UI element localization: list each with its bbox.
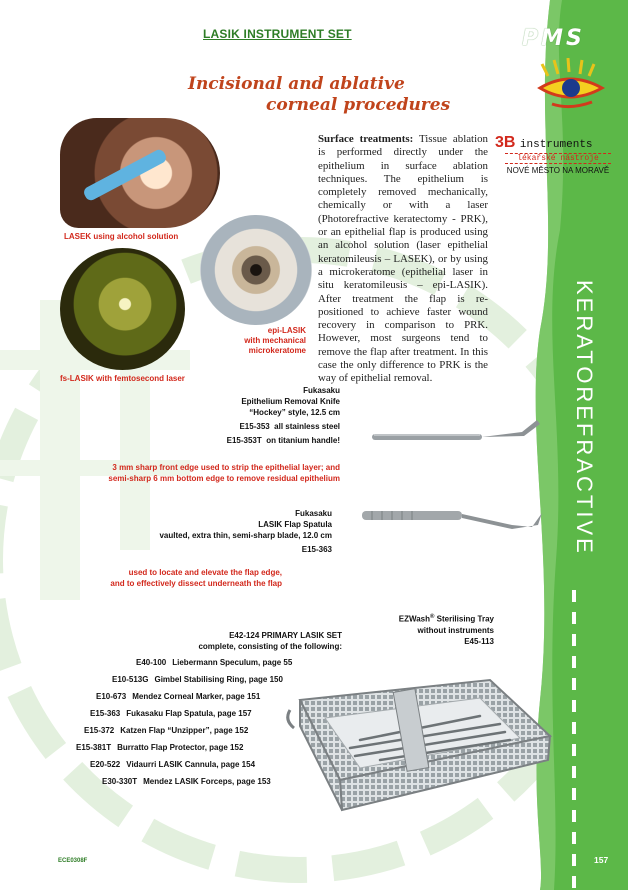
photo-epi-lasik bbox=[200, 215, 312, 325]
set-item-desc: Mendez LASIK Forceps, page 153 bbox=[143, 777, 271, 786]
body-paragraph: Tissue ablation is performed directly under the epithelium in surface ablation techniques. The epithelium is completely removed mechanically, chemically or with a laser (Photorefractive keratectomy - PRK), or an epithelial flap is produced using an alcohol solution (laser epithelial keratomileusis – LASEK), or by using a microkeratome (epithelial laser in situ keratomileusis – epi-LASIK). After treatment the flap is re-positioned to achieve faster wound recovery in comparison to PRK. However, most surgeons tend to remove the flap after treatment. In this case the only difference to PRK is the way of epithelial removal. bbox=[318, 133, 488, 385]
set-item-code: E15-381T bbox=[76, 743, 112, 752]
set-item bbox=[56, 671, 296, 688]
set-item-code: E10-673 bbox=[96, 692, 127, 701]
caption-lasek: LASEK using alcohol solution bbox=[64, 232, 179, 241]
set-item bbox=[56, 688, 296, 705]
spatula-instrument-icon bbox=[362, 505, 546, 535]
set-item bbox=[56, 739, 296, 756]
photo-lasek bbox=[60, 118, 220, 228]
footer-code: ECE0308F bbox=[58, 858, 88, 864]
side-label-text: KERATOREFRACTIVE bbox=[572, 280, 597, 556]
set-item-code: E40-100 bbox=[136, 658, 167, 667]
set-item-desc: Burratto Flap Protector, page 152 bbox=[117, 743, 244, 752]
product2-note: used to locate and elevate the flap edge, and to effectively dissect underneath the flap bbox=[110, 568, 282, 588]
set-item-list bbox=[56, 654, 296, 790]
side-label-keratorefractive bbox=[555, 280, 615, 600]
heading-line-1: Incisional and ablative bbox=[188, 74, 405, 94]
product1-note: 3 mm sharp front edge used to strip the epithelial layer; and semi-sharp 6 mm bottom edge to remove residual epithelium bbox=[108, 463, 340, 483]
caption-fs-lasik: fs-LASIK with femtosecond laser bbox=[60, 374, 185, 383]
set-item-code: E10-513G bbox=[112, 675, 149, 684]
set-item bbox=[56, 654, 296, 671]
set-item-code: E15-363 bbox=[90, 709, 121, 718]
side-dash-line bbox=[567, 590, 581, 890]
body-lead: Surface treatments: bbox=[318, 133, 414, 145]
set-item-code: E15-372 bbox=[84, 726, 115, 735]
knife-instrument-icon bbox=[372, 410, 552, 450]
set-item-desc: Katzen Flap “Unzipper”, page 152 bbox=[120, 726, 249, 735]
photo-fs-lasik bbox=[60, 248, 185, 370]
set-item bbox=[56, 773, 296, 790]
set-item-desc: Liebermann Speculum, page 55 bbox=[172, 658, 293, 667]
sterilising-tray-image bbox=[280, 640, 560, 820]
tray-label: EZWash® Sterilising Tray without instruments E45-113 bbox=[398, 614, 494, 646]
lasik-set: E42-124 PRIMARY LASIK SET complete, consisting of the following: bbox=[198, 631, 342, 651]
set-item-desc: Fukasaku Flap Spatula, page 157 bbox=[126, 709, 252, 718]
body-text bbox=[318, 133, 488, 386]
distributor-logo: 3B instruments lékařské nástroje NOVÉ MĚSTO NA MORAVĚ bbox=[495, 134, 610, 175]
set-item-desc: Gimbel Stabilising Ring, page 150 bbox=[154, 675, 283, 684]
set-item-desc: Vidaurri LASIK Cannula, page 154 bbox=[126, 760, 256, 769]
product-epithelium-knife: Fukasaku Epithelium Removal Knife “Hockey” style, 12.5 cm E15-353 all stainless steel E15-353T on titanium handle! bbox=[226, 386, 340, 445]
set-item-code: E20-522 bbox=[90, 760, 121, 769]
product-flap-spatula: Fukasaku LASIK Flap Spatula vaulted, extra thin, semi-sharp blade, 12.0 cm E15-363 bbox=[159, 509, 332, 554]
set-item bbox=[56, 756, 296, 773]
heading-line-2: corneal procedures bbox=[266, 95, 451, 115]
page-number: 157 bbox=[594, 855, 609, 865]
set-item bbox=[56, 705, 296, 722]
pms-logo: PMS bbox=[522, 26, 585, 51]
eye-logo-icon bbox=[534, 58, 608, 110]
caption-epi-lasik: epi-LASIK with mechanical microkeratome bbox=[244, 326, 306, 355]
set-item-code: E30-330T bbox=[102, 777, 138, 786]
section-title: LASIK INSTRUMENT SET bbox=[203, 27, 352, 41]
set-item bbox=[56, 722, 296, 739]
set-item-desc: Mendez Corneal Marker, page 151 bbox=[132, 692, 261, 701]
